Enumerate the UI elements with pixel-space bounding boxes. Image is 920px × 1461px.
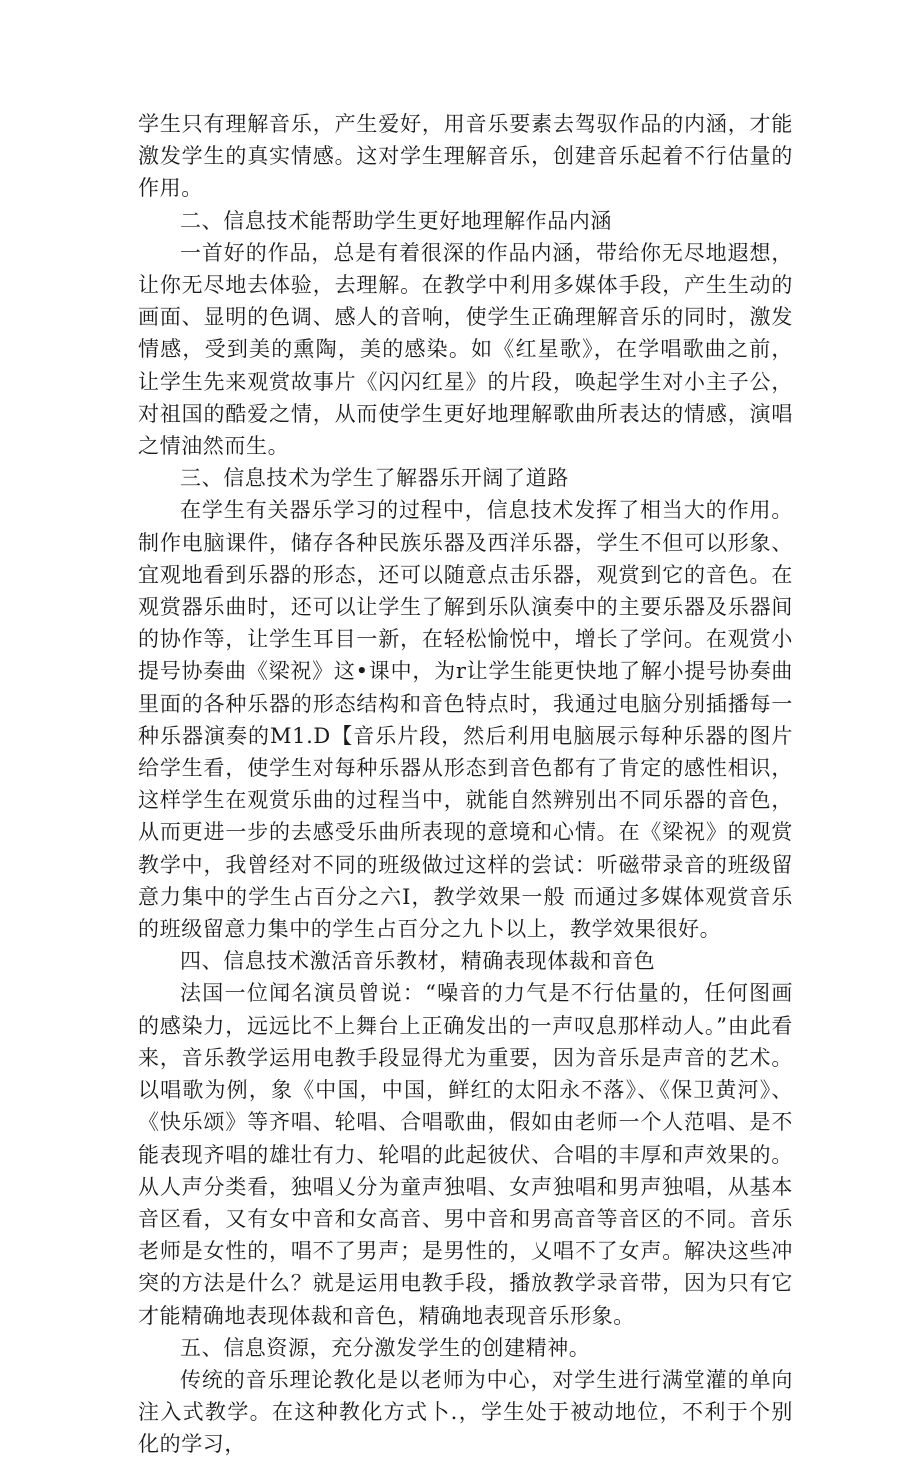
paragraph-continuation: 学生只有理解音乐，产生爱好，用音乐要素去驾驭作品的内涵，才能激发学生的真实情感。这对学生理解音乐，创建音乐起着不行估量的作用。 — [138, 112, 793, 201]
paragraph-section-5: 传统的音乐理论教化是以老师为中心，对学生进行满堂灌的单向注入式教学。在这种教化方式卜.，学生处于被动地位，不利于个别化的学习， — [138, 1367, 793, 1457]
document-page — [138, 108, 793, 1461]
paragraph-section-3: 在学生有关器乐学习的过程中，信息技术发挥了相当大的作用。制作电脑课件，储存各种民族乐器及西洋乐器，学生不但可以形象、宜观地看到乐器的形态，还可以随意点击乐器，观赏到它的音色。在观赏器乐曲时，还可以让学生了解到乐队演奏中的主要乐器及乐器间的协作等，让学生耳目一新，在轻松愉悦中，增长了学问。在观赏小提号协奏曲《梁祝》这•课中，为r让学生能更快地了解小提号协奏曲里面的各种乐器的形态结构和音色特点时，我通过电脑分别插播每一种乐器演奏的M1.D【音乐片段，然后利用电脑展示每种乐器的图片给学生看，使学生对每种乐器从形态到音色都有了肯定的感性相识，这样学生在观赏乐曲的过程当中，就能自然辨别出不同乐器的音色，从而更进一步的去感受乐曲所表现的意境和心情。在《梁祝》的观赏教学中，我曾经对不同的班级做过这样的尝试：听磁带录音的班级留意力集中的学生占百分之六I，教学效果一般 而通过多媒体观赏音乐的班级留意力集中的学生占百分之九卜以上，教学效果很好。 — [138, 498, 793, 942]
paragraph-section-4: 法国一位闻名演员曾说：“噪音的力气是不行估量的，任何图画的感染力，远远比不上舞台上正确发出的一声叹息那样动人。”由此看来，音乐教学运用电教手段显得尤为重要，因为音乐是声音的艺术。以唱歌为例，象《中国，中国，鲜红的太阳永不落》、《保卫黄河》、《快乐颂》等齐唱、轮唱、合唱歌曲，假如由老师一个人范唱、是不能表现齐唱的雄壮有力、轮唱的此起彼伏、合唱的丰厚和声效果的。从人声分类看，独唱乂分为童声独唱、女声独唱和男声独唱，从基本音区看，又有女中音和女高音、男中音和男高音等音区的不同。音乐老师是女性的，唱不了男声；是男性的，乂唱不了女声。解决这些冲突的方法是什么？就是运用电教手段，播放教学录音带，因为只有它才能精确地表现体裁和音色，精确地表现音乐形象。 — [138, 981, 793, 1328]
paragraph-section-2: 一首好的作品，总是有着很深的作品内涵，带给你无尽地遐想，让你无尽地去体验，去理解。在教学中利用多媒体手段，产生生动的画面、显明的色调、感人的音响，使学生正确理解音乐的同时，激发情感，受到美的熏陶，美的感染。如《红星歌》，在学唱歌曲之前，让学生先来观赏故事片《闪闪红星》的片段，唤起学生对小主子公，对祖国的酷爱之情，从而使学生更好地理解歌曲所表达的情感，演唱之情油然而生。 — [138, 240, 793, 459]
section-heading-4: 四、信息技术激活音乐教材，精确表现体裁和音色 — [180, 949, 656, 974]
section-heading-3: 三、信息技术为学生了解器乐开阔了道路 — [180, 466, 569, 491]
section-heading-5: 五、信息资源，充分激发学生的创建精神。 — [180, 1335, 591, 1360]
section-heading-2: 二、信息技术能帮助学生更好地理解作品内涵 — [180, 208, 612, 233]
